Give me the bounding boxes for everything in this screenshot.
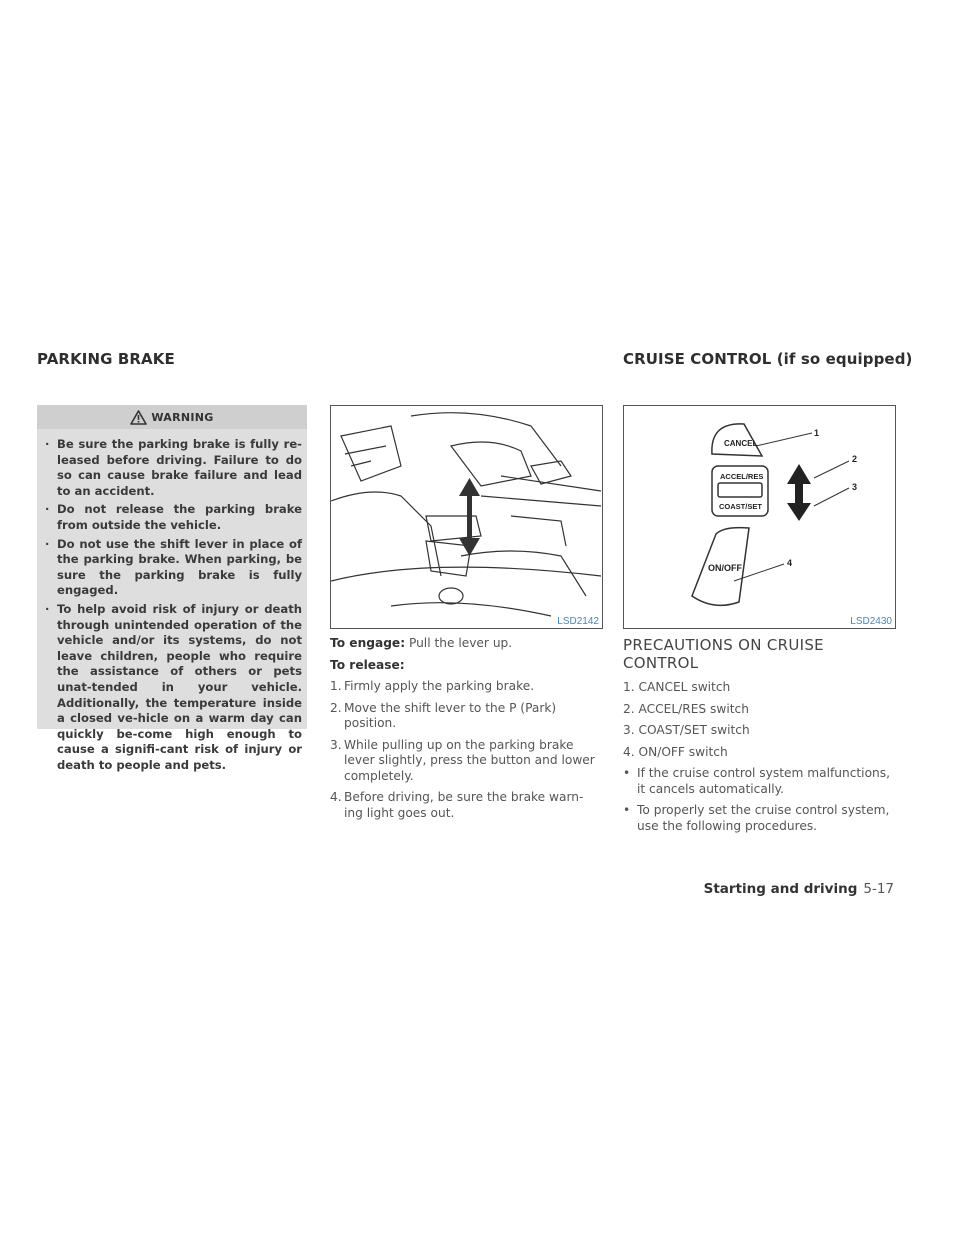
cruise-control-figure (623, 405, 896, 629)
legend-item: 4. ON/OFF switch (623, 744, 728, 759)
callout-1: 1 (814, 428, 820, 438)
warning-item: · Be sure the parking brake is fully re-leased before driving. Failure to do so can cause brake failure and lead to an accident. (45, 437, 302, 498)
release-step: 1. Firmly apply the parking brake. (330, 679, 535, 693)
callout-4: 4 (787, 558, 793, 568)
warning-list (37, 429, 307, 773)
cancel-label: CANCEL (724, 439, 758, 448)
warning-item: · To help avoid risk of injury or death through unintended operation of the vehicle and/or its systems, do not leave children, people who require the assistance of others or pets unat-tended in your vehicle. Additionally, the temperature inside a closed ve-hicle on a warm day can quickly be-come high enough to cause a signifi-cant risk of injury or death to people and pets. (45, 601, 302, 772)
callout-3: 3 (852, 482, 858, 492)
warning-header (37, 405, 307, 429)
warning-icon (130, 410, 147, 425)
legend-item: 1. CANCEL switch (623, 680, 731, 694)
page-footer (700, 878, 894, 897)
cruise-bullet: • To properly set the cruise control system, use the following procedures. (623, 803, 890, 833)
warning-item: · Do not release the parking brake from outside the vehicle. (45, 502, 302, 532)
cruise-bullet: • If the cruise control system malfunctions, it cancels automatically. (623, 766, 890, 796)
page-number: 5-17 (863, 881, 894, 897)
legend-item: 3. COAST/SET switch (623, 723, 750, 737)
switch-legend (623, 680, 894, 834)
warning-box (37, 405, 307, 772)
precautions-heading: PRECAUTIONS ON CRUISE CONTROL (623, 636, 824, 672)
release-heading: To release: (330, 657, 405, 672)
parking-brake-title: PARKING BRAKE (37, 350, 175, 368)
release-step: 2. Move the shift lever to the P (Park) position. (330, 700, 557, 730)
on-off-label: ON/OFF (708, 563, 742, 573)
engage-line: To engage: Pull the lever up. (330, 636, 513, 650)
parking-brake-instructions (330, 636, 601, 827)
warning-item: · Do not use the shift lever in place of the parking brake. When parking, be sure the parking brake is fully engaged. (45, 536, 302, 598)
release-step: 3. While pulling up on the parking brake lever slightly, press the button and lower completely. (330, 737, 595, 783)
release-step: 4. Before driving, be sure the brake warn-ing light goes out. (330, 790, 584, 820)
callout-2: 2 (852, 454, 858, 464)
figure-code: LSD2430 (850, 616, 892, 627)
parking-brake-illustration (331, 406, 602, 628)
cruise-switch-illustration (624, 406, 895, 628)
coast-set-label: COAST/SET (719, 502, 762, 511)
cruise-control-title: CRUISE CONTROL (if so equipped) (623, 350, 913, 368)
warning-label: WARNING (151, 410, 214, 424)
accel-res-label: ACCEL/RES (720, 472, 764, 481)
parking-brake-figure (330, 405, 603, 629)
figure-code: LSD2142 (557, 616, 599, 627)
footer-section: Starting and driving (703, 881, 858, 897)
cruise-control-text (623, 636, 894, 840)
legend-item: 2. ACCEL/RES switch (623, 701, 749, 716)
